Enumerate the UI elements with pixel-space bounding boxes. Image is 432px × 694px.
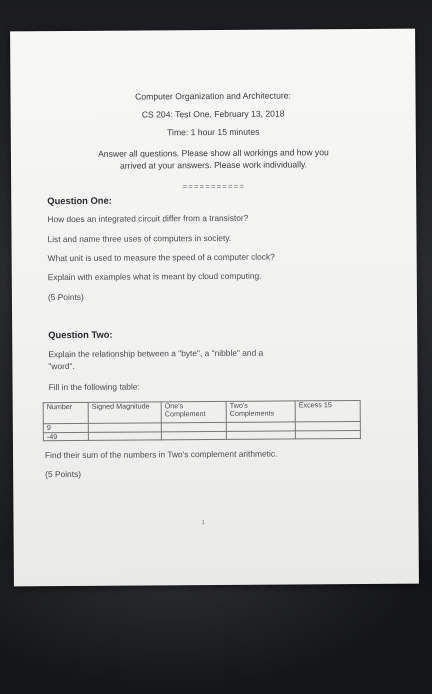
instructions-line-2: arrived at your answers. Please work individually. bbox=[119, 159, 308, 171]
table-cell: -49 bbox=[43, 432, 88, 441]
page-number: 1 bbox=[201, 520, 205, 527]
fill-table-prompt: Fill in the following table: bbox=[48, 381, 140, 393]
table-cell[interactable] bbox=[226, 430, 295, 439]
sum-prompt: Find their sum of the numbers in Two's complement arithmetic. bbox=[44, 448, 278, 461]
section-divider: =========== bbox=[182, 181, 245, 192]
question-two-title: Question Two: bbox=[48, 328, 113, 341]
instructions-line-1: Answer all questions. Please show all workings and how you bbox=[98, 147, 329, 159]
question-two-text-line-2: "word". bbox=[48, 360, 75, 372]
column-header: Number bbox=[43, 402, 88, 423]
question-one-item: How does an integrated circuit differ from a transistor? bbox=[47, 212, 249, 225]
column-header: Two's Complements bbox=[226, 401, 295, 422]
number-conversion-table bbox=[43, 400, 361, 441]
question-one-item: What unit is used to measure the speed of a computer clock? bbox=[47, 251, 275, 264]
question-one-item: List and name three uses of computers in society. bbox=[47, 232, 232, 245]
table-cell[interactable] bbox=[295, 430, 360, 439]
question-two-text-line-1: Explain the relationship between a "byte", a "nibble" and a bbox=[48, 347, 264, 360]
test-title: CS 204: Test One, February 13, 2018 bbox=[141, 108, 285, 120]
question-one-title: Question One: bbox=[47, 194, 112, 207]
column-header: One's Complement bbox=[161, 401, 226, 422]
table-cell: 9 bbox=[43, 423, 88, 432]
question-one-item: Explain with examples what is meant by cloud computing. bbox=[47, 270, 262, 283]
column-header: Signed Magnitude bbox=[88, 402, 161, 424]
column-header: Excess 15 bbox=[295, 400, 360, 421]
table-row bbox=[43, 430, 360, 441]
question-one-points: (5 Points) bbox=[47, 291, 84, 303]
course-title: Computer Organization and Architecture: bbox=[135, 90, 291, 102]
table-cell[interactable] bbox=[161, 431, 226, 440]
question-two-points: (5 Points) bbox=[45, 468, 82, 480]
time-allowed: Time: 1 hour 15 minutes bbox=[167, 126, 260, 138]
table-header-row bbox=[43, 400, 360, 423]
table-cell[interactable] bbox=[88, 431, 161, 440]
exam-paper bbox=[10, 29, 419, 587]
